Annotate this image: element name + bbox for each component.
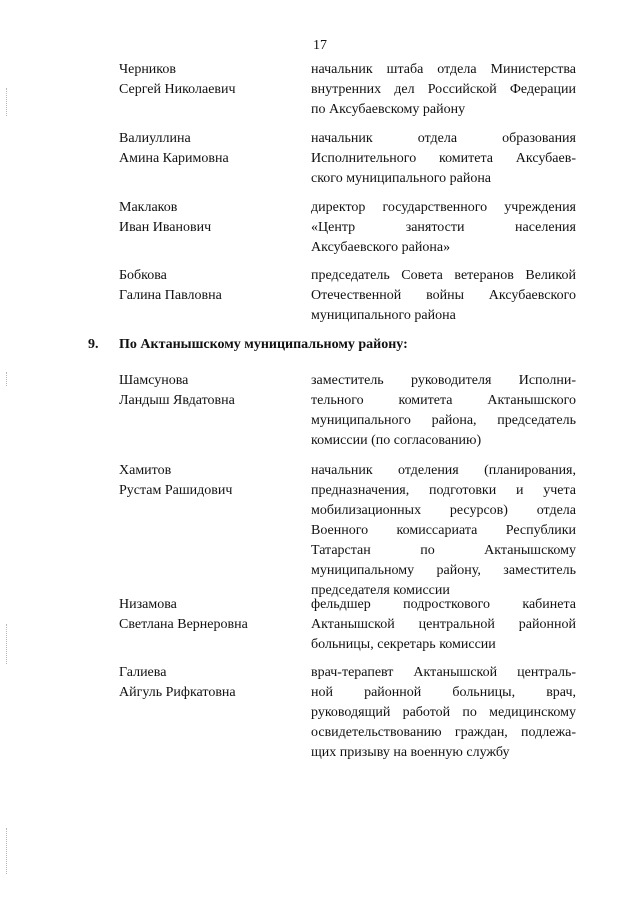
position-line: председателя комиссии xyxy=(311,583,450,598)
member-name xyxy=(119,266,222,306)
member-name xyxy=(119,371,235,411)
member-position xyxy=(311,663,576,763)
position-line: начальник отдела образования xyxy=(311,131,576,146)
member-position xyxy=(311,461,576,601)
position-line: председатель Совета ветеранов Великой xyxy=(311,268,576,283)
member-name xyxy=(119,129,229,169)
section-number: 9. xyxy=(88,337,99,352)
member-name xyxy=(119,198,211,238)
member-given-name: Амина Каримовна xyxy=(119,151,229,166)
position-line: больницы, секретарь комиссии xyxy=(311,637,496,652)
member-given-name: Галина Павловна xyxy=(119,288,222,303)
position-line: щих призыву на военную службу xyxy=(311,745,510,760)
position-line: Татарстан по Актанышскому xyxy=(311,543,576,558)
member-surname: Маклаков xyxy=(119,200,178,215)
position-line: внутренних дел Российской Федерации xyxy=(311,82,576,97)
member-surname: Низамова xyxy=(119,597,177,612)
member-name xyxy=(119,595,248,635)
member-surname: Хамитов xyxy=(119,463,172,478)
member-surname: Валиуллина xyxy=(119,131,191,146)
position-line: тельного комитета Актанышского xyxy=(311,393,576,408)
position-line: начальник штаба отдела Министерства xyxy=(311,62,576,77)
section-heading xyxy=(88,337,408,353)
position-line: предназначения, подготовки и учета xyxy=(311,483,576,498)
member-given-name: Светлана Вернеровна xyxy=(119,617,248,632)
position-line: Актанышской центральной районной xyxy=(311,617,576,632)
member-name xyxy=(119,663,236,703)
member-position xyxy=(311,60,576,120)
section-title: По Актанышскому муниципальному району: xyxy=(119,337,408,352)
position-line: ной районной больницы, врач, xyxy=(311,685,576,700)
member-surname: Бобкова xyxy=(119,268,167,283)
member-position xyxy=(311,371,576,451)
scan-margin-mark xyxy=(6,624,9,664)
position-line: руководящий работой по медицинскому xyxy=(311,705,576,720)
position-line: Аксубаевского района» xyxy=(311,240,451,255)
position-line: начальник отделения (планирования, xyxy=(311,463,576,478)
member-surname: Шамсунова xyxy=(119,373,189,388)
member-position xyxy=(311,266,576,326)
member-surname: Галиева xyxy=(119,665,167,680)
scan-margin-mark xyxy=(6,828,9,874)
member-position xyxy=(311,198,576,258)
scan-margin-mark xyxy=(6,88,9,116)
member-given-name: Иван Иванович xyxy=(119,220,212,235)
position-line: муниципальному району, заместитель xyxy=(311,563,576,578)
position-line: мобилизационных ресурсов) отдела xyxy=(311,503,576,518)
page-number: 17 xyxy=(313,38,327,53)
position-line: муниципального района, председатель xyxy=(311,413,576,428)
member-given-name: Сергей Николаевич xyxy=(119,82,236,97)
position-line: фельдшер подросткового кабинета xyxy=(311,597,576,612)
member-position xyxy=(311,129,576,189)
position-line: комиссии (по согласованию) xyxy=(311,433,482,448)
position-line: Военного комиссариата Республики xyxy=(311,523,576,538)
position-line: муниципального района xyxy=(311,308,456,323)
member-given-name: Рустам Рашидович xyxy=(119,483,233,498)
position-line: врач-терапевт Актанышской централь- xyxy=(311,665,576,680)
position-line: освидетельствованию граждан, подлежа- xyxy=(311,725,576,740)
member-name xyxy=(119,60,236,100)
position-line: заместитель руководителя Исполни- xyxy=(311,373,576,388)
member-name xyxy=(119,461,232,501)
member-position xyxy=(311,595,576,655)
position-line: Отечественной войны Аксубаевского xyxy=(311,288,576,303)
member-given-name: Айгуль Рифкатовна xyxy=(119,685,236,700)
position-line: ского муниципального района xyxy=(311,171,492,186)
position-line: «Центр занятости населения xyxy=(311,220,576,235)
member-surname: Черников xyxy=(119,62,176,77)
position-line: директор государственного учреждения xyxy=(311,200,576,215)
position-line: по Аксубаевскому району xyxy=(311,102,466,117)
scan-margin-mark xyxy=(6,372,9,386)
position-line: Исполнительного комитета Аксубаев- xyxy=(311,151,576,166)
member-given-name: Ландыш Явдатовна xyxy=(119,393,235,408)
